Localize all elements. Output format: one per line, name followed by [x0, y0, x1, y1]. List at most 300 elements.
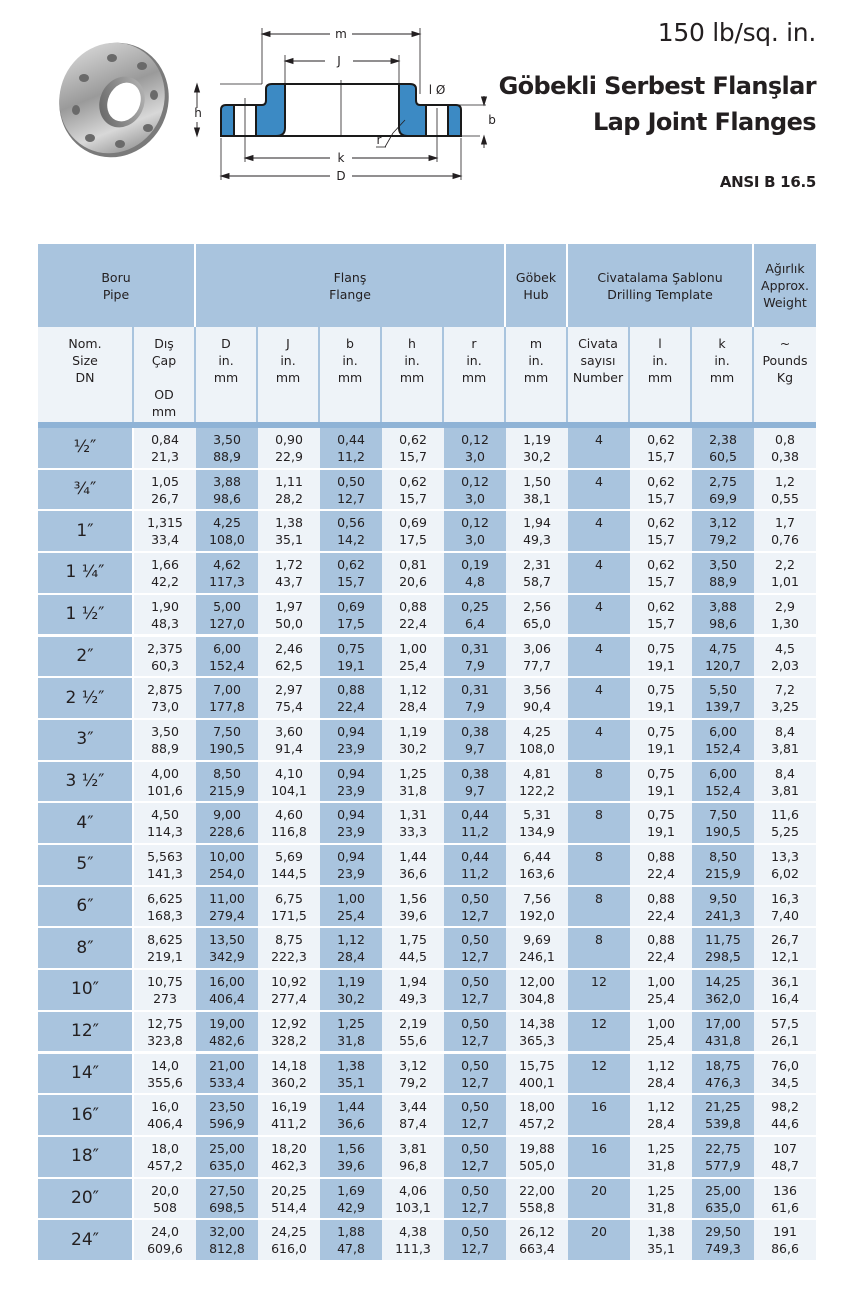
cell-k	[692, 970, 754, 1012]
bolt-count-value: 20	[591, 1224, 607, 1240]
cell-nom-size	[38, 887, 132, 929]
value-inch: 0,50	[461, 1182, 489, 1198]
value-inch: 0,94	[337, 807, 365, 823]
group-header-row	[38, 244, 816, 327]
value-mm: 228,6	[209, 824, 245, 840]
cell-outer-diameter	[134, 637, 196, 679]
value-inch: 7,50	[213, 723, 241, 739]
value-inch: 0,50	[461, 1140, 489, 1156]
cell-weight	[754, 1054, 816, 1096]
cell-h	[382, 678, 444, 720]
column-header-text: in.	[404, 353, 420, 368]
value-inch: 1,38	[275, 515, 303, 531]
value-inch: 4,81	[523, 765, 551, 781]
value-inch: 1,12	[647, 1057, 675, 1073]
bolt-count-value: 12	[591, 1015, 607, 1031]
value-mm: 15,7	[647, 490, 675, 506]
column-header-text: Civata	[578, 336, 618, 351]
cell-l	[630, 887, 692, 929]
value-inch: 9,00	[213, 807, 241, 823]
value-inch: 15,75	[519, 1057, 555, 1073]
cell-outer-diameter	[134, 1012, 196, 1054]
value-inch: 6,00	[709, 765, 737, 781]
value-mm: 577,9	[705, 1157, 741, 1173]
cell-k	[692, 1012, 754, 1054]
cell-weight	[754, 1179, 816, 1221]
cell-b	[320, 553, 382, 595]
header-text: Drilling Template	[607, 286, 713, 302]
value-inch: 1,44	[337, 1099, 365, 1115]
cell-j	[258, 970, 320, 1012]
value-mm: 1,01	[771, 574, 799, 590]
value-inch: 7,50	[709, 807, 737, 823]
value-inch: 29,50	[705, 1224, 741, 1240]
pressure-rating: 150 lb/sq. in.	[657, 18, 816, 47]
value-inch: 1,7	[775, 515, 795, 531]
column-header-text	[568, 386, 628, 403]
value-inch: 32,00	[209, 1224, 245, 1240]
cell-b	[320, 470, 382, 512]
value-inch: 12,75	[147, 1015, 183, 1031]
nominal-size-value: 1 ¼″	[65, 562, 105, 583]
cell-bolt-number	[568, 595, 630, 637]
value-mm: 122,2	[519, 782, 555, 798]
cell-d	[196, 553, 258, 595]
column-header-text	[754, 386, 816, 403]
cell-m	[506, 928, 568, 970]
value-mm: 36,6	[399, 866, 427, 881]
value-mm: 28,4	[647, 1074, 675, 1090]
cell-weight	[754, 887, 816, 929]
column-header-j	[258, 327, 320, 422]
dim-label-m: m	[335, 27, 347, 41]
value-mm: 60,3	[151, 657, 179, 673]
nominal-size-value: 2″	[76, 645, 94, 666]
value-inch: 5,50	[709, 682, 737, 698]
value-inch: 1,66	[151, 557, 179, 573]
column-header-text: mm	[399, 370, 425, 385]
nominal-size-value: 14″	[71, 1062, 99, 1083]
column-header-text	[506, 403, 566, 420]
value-inch: 0,75	[647, 640, 675, 656]
value-mm: 117,3	[209, 574, 245, 590]
value-mm: 12,1	[771, 949, 799, 965]
value-mm: 116,8	[271, 824, 307, 840]
column-header-h	[382, 327, 444, 422]
standard-label: ANSI B 16.5	[719, 173, 816, 191]
cell-bolt-number	[568, 1179, 630, 1221]
value-mm: 222,3	[271, 949, 307, 965]
cell-h	[382, 928, 444, 970]
value-inch: 0,8	[775, 432, 795, 447]
cell-r	[444, 1220, 506, 1262]
value-inch: 10,00	[209, 849, 245, 864]
value-inch: 16,3	[771, 890, 799, 906]
page-title-english: Lap Joint Flanges	[592, 108, 816, 136]
value-mm: 273	[153, 991, 177, 1007]
value-mm: 134,9	[519, 824, 555, 840]
value-inch: 1,12	[647, 1099, 675, 1115]
value-mm: 12,7	[461, 1074, 489, 1090]
bolt-count-value: 8	[595, 807, 603, 823]
cell-l	[630, 595, 692, 637]
table-row	[38, 887, 816, 929]
value-inch: 2,56	[523, 598, 551, 614]
table-row	[38, 428, 816, 470]
value-inch: 3,88	[213, 473, 241, 489]
value-mm: 75,4	[275, 699, 303, 715]
value-mm: 43,7	[275, 574, 303, 590]
value-mm: 22,4	[647, 866, 675, 881]
column-header-text: h	[408, 336, 416, 351]
cell-weight	[754, 1220, 816, 1262]
value-inch: 3,56	[523, 682, 551, 698]
cell-outer-diameter	[134, 470, 196, 512]
cell-b	[320, 637, 382, 679]
header-text: Weight	[763, 295, 807, 310]
dim-label-r: r	[376, 133, 382, 147]
value-mm: 22,4	[337, 699, 365, 715]
cell-nom-size	[38, 762, 132, 804]
value-mm: 406,4	[209, 991, 245, 1007]
cell-m	[506, 720, 568, 762]
value-inch: 1,19	[399, 723, 427, 739]
value-inch: 1,25	[337, 1015, 365, 1031]
value-mm: 28,4	[399, 699, 427, 715]
page-title-turkish: Göbekli Serbest Flanşlar	[498, 72, 816, 100]
table-row	[38, 1220, 816, 1262]
dim-label-k: k	[337, 151, 345, 165]
cell-l	[630, 970, 692, 1012]
value-mm: 0,76	[771, 532, 799, 548]
value-inch: 8,625	[147, 932, 183, 948]
cell-d	[196, 887, 258, 929]
value-inch: 0,75	[647, 682, 675, 698]
value-mm: 69,9	[709, 490, 737, 506]
value-inch: 21,00	[209, 1057, 245, 1073]
value-mm: 152,4	[209, 657, 245, 673]
cell-nom-size	[38, 553, 132, 595]
value-mm: 19,1	[647, 657, 675, 673]
column-header-text: Number	[572, 370, 624, 385]
value-inch: 0,31	[461, 682, 489, 698]
value-mm: 219,1	[147, 949, 183, 965]
cell-j	[258, 720, 320, 762]
value-mm: 7,9	[465, 657, 485, 673]
value-inch: 4,25	[213, 515, 241, 531]
value-inch: 4,00	[151, 765, 179, 781]
value-inch: 1,12	[399, 682, 427, 698]
value-inch: 1,12	[337, 932, 365, 948]
value-inch: 3,12	[399, 1057, 427, 1073]
nominal-size-value: 5″	[76, 854, 94, 875]
cell-outer-diameter	[134, 428, 196, 470]
cell-h	[382, 1054, 444, 1096]
value-mm: 11,2	[337, 449, 365, 464]
cell-d	[196, 1220, 258, 1262]
bolt-count-value: 8	[595, 849, 603, 864]
value-mm: 11,2	[461, 824, 489, 840]
nominal-size-value: 1″	[76, 520, 94, 541]
value-inch: 12,00	[519, 974, 555, 990]
bolt-count-value: 4	[595, 557, 603, 573]
value-inch: 18,0	[151, 1140, 179, 1156]
value-mm: 65,0	[523, 615, 551, 631]
value-inch: 0,50	[461, 974, 489, 990]
column-header-text	[258, 403, 318, 420]
value-inch: 3,50	[709, 557, 737, 573]
cell-r	[444, 595, 506, 637]
value-inch: 4,5	[775, 640, 795, 656]
cell-weight	[754, 1137, 816, 1179]
cell-h	[382, 511, 444, 553]
table-row	[38, 803, 816, 845]
column-header-text	[568, 403, 628, 420]
value-inch: 0,56	[337, 515, 365, 531]
cell-m	[506, 1012, 568, 1054]
cell-k	[692, 1095, 754, 1137]
value-inch: 2,46	[275, 640, 303, 656]
value-mm: 33,3	[399, 824, 427, 840]
value-mm: 114,3	[147, 824, 183, 840]
value-mm: 88,9	[709, 574, 737, 590]
cell-j	[258, 595, 320, 637]
cell-b	[320, 1012, 382, 1054]
column-header-text	[630, 386, 690, 403]
column-header-text: Çap	[151, 353, 177, 368]
value-mm: 30,2	[399, 740, 427, 756]
value-inch: 0,50	[461, 932, 489, 948]
cell-l	[630, 1012, 692, 1054]
cell-bolt-number	[568, 1054, 630, 1096]
cell-m	[506, 845, 568, 887]
column-header-text: mm	[461, 370, 487, 385]
value-inch: 1,25	[647, 1182, 675, 1198]
value-mm: 152,4	[705, 740, 741, 756]
nominal-size-value: 3 ½″	[65, 770, 105, 791]
nominal-size-value: 18″	[71, 1146, 99, 1167]
value-inch: 1,00	[399, 640, 427, 656]
cell-l	[630, 845, 692, 887]
value-inch: 0,75	[337, 640, 365, 656]
cell-weight	[754, 553, 816, 595]
value-inch: 0,62	[399, 432, 427, 447]
value-inch: 17,00	[705, 1015, 741, 1031]
value-mm: 12,7	[337, 490, 365, 506]
value-mm: 12,7	[461, 907, 489, 923]
bolt-count-value: 4	[595, 598, 603, 614]
cell-nom-size	[38, 720, 132, 762]
bolt-count-value: 16	[591, 1140, 607, 1156]
cell-l	[630, 1179, 692, 1221]
value-inch: 1,56	[399, 890, 427, 906]
bolt-count-value: 4	[595, 515, 603, 531]
value-mm: 20,6	[399, 574, 427, 590]
value-inch: 0,94	[337, 723, 365, 739]
value-inch: 0,44	[461, 807, 489, 823]
value-mm: 635,0	[209, 1157, 245, 1173]
nominal-size-value: 6″	[76, 896, 94, 917]
value-inch: 0,62	[647, 598, 675, 614]
value-mm: 476,3	[705, 1074, 741, 1090]
value-mm: 616,0	[271, 1241, 307, 1257]
value-inch: 8,75	[275, 932, 303, 948]
table-row	[38, 720, 816, 762]
value-mm: 171,5	[271, 907, 307, 923]
header-text: Ağırlık	[765, 261, 805, 276]
value-mm: 323,8	[147, 1032, 183, 1048]
value-inch: 4,75	[709, 640, 737, 656]
value-mm: 9,7	[465, 740, 485, 756]
cell-r	[444, 887, 506, 929]
column-header-outer-diameter	[134, 327, 196, 422]
cell-weight	[754, 511, 816, 553]
value-inch: 18,75	[705, 1057, 741, 1073]
cell-k	[692, 1137, 754, 1179]
value-mm: 103,1	[395, 1199, 431, 1215]
cell-b	[320, 803, 382, 845]
column-header-text: mm	[709, 370, 735, 385]
value-inch: 19,00	[209, 1015, 245, 1031]
value-mm: 127,0	[209, 615, 245, 631]
column-header-row	[38, 327, 816, 422]
cell-b	[320, 887, 382, 929]
value-mm: 11,2	[461, 866, 489, 881]
cell-weight	[754, 720, 816, 762]
cell-d	[196, 1179, 258, 1221]
nominal-size-value: 8″	[76, 937, 94, 958]
value-inch: 11,00	[209, 890, 245, 906]
value-inch: 22,00	[519, 1182, 555, 1198]
cell-l	[630, 511, 692, 553]
column-header-text	[320, 386, 380, 403]
column-header-text: in.	[342, 353, 358, 368]
value-inch: 1,00	[647, 1015, 675, 1031]
cell-k	[692, 428, 754, 470]
group-header-hub	[506, 244, 568, 327]
value-inch: 4,62	[213, 557, 241, 573]
value-inch: 1,2	[775, 473, 795, 489]
value-mm: 17,5	[337, 615, 365, 631]
value-inch: 4,25	[523, 723, 551, 739]
cell-m	[506, 678, 568, 720]
value-mm: 812,8	[209, 1241, 245, 1257]
value-inch: 1,50	[523, 473, 551, 489]
column-header-text	[38, 403, 132, 420]
value-mm: 34,5	[771, 1074, 799, 1090]
column-header-text	[196, 403, 256, 420]
cell-bolt-number	[568, 1220, 630, 1262]
header-text: Boru	[101, 269, 131, 285]
cell-nom-size	[38, 428, 132, 470]
value-inch: 0,44	[461, 849, 489, 864]
value-mm: 482,6	[209, 1032, 245, 1048]
value-mm: 108,0	[209, 532, 245, 548]
cell-b	[320, 1179, 382, 1221]
value-mm: 16,4	[771, 991, 799, 1007]
cell-m	[506, 1054, 568, 1096]
table-row	[38, 678, 816, 720]
value-mm: 88,9	[151, 740, 179, 756]
table-row	[38, 1054, 816, 1096]
cell-j	[258, 1054, 320, 1096]
value-mm: 241,3	[705, 907, 741, 923]
column-header-text: D	[221, 336, 231, 351]
value-mm: 6,02	[771, 866, 799, 881]
value-inch: 9,50	[709, 890, 737, 906]
cell-r	[444, 928, 506, 970]
value-mm: 254,0	[209, 866, 245, 881]
value-inch: 0,50	[461, 1015, 489, 1031]
cell-bolt-number	[568, 428, 630, 470]
value-mm: 26,1	[771, 1032, 799, 1048]
value-inch: 5,563	[147, 849, 183, 864]
value-mm: 192,0	[519, 907, 555, 923]
bolt-count-value: 20	[591, 1182, 607, 1198]
value-inch: 0,62	[399, 473, 427, 489]
value-inch: 4,60	[275, 807, 303, 823]
value-mm: 0,55	[771, 490, 799, 506]
cell-r	[444, 428, 506, 470]
cell-j	[258, 928, 320, 970]
value-inch: 6,75	[275, 890, 303, 906]
cell-d	[196, 470, 258, 512]
cell-m	[506, 1095, 568, 1137]
value-inch: 0,12	[461, 432, 489, 447]
nominal-size-value: 4″	[76, 812, 94, 833]
value-inch: 8,4	[775, 765, 795, 781]
value-inch: 3,12	[709, 515, 737, 531]
value-inch: 1,72	[275, 557, 303, 573]
value-inch: 3,50	[213, 432, 241, 447]
cell-m	[506, 470, 568, 512]
value-mm: 411,2	[271, 1116, 307, 1132]
cell-m	[506, 553, 568, 595]
value-inch: 12,92	[271, 1015, 307, 1031]
dim-label-l: l Ø	[428, 83, 446, 97]
cell-d	[196, 428, 258, 470]
value-inch: 2,38	[709, 432, 737, 447]
cell-outer-diameter	[134, 803, 196, 845]
cell-d	[196, 762, 258, 804]
cell-r	[444, 970, 506, 1012]
value-mm: 23,9	[337, 782, 365, 798]
cell-j	[258, 637, 320, 679]
value-mm: 163,6	[519, 866, 555, 881]
value-inch: 107	[773, 1140, 797, 1156]
cell-bolt-number	[568, 553, 630, 595]
table-row	[38, 511, 816, 553]
header-text: Hub	[523, 286, 549, 302]
value-inch: 10,92	[271, 974, 307, 990]
value-mm: 30,2	[337, 991, 365, 1007]
value-inch: 3,60	[275, 723, 303, 739]
cell-nom-size	[38, 595, 132, 637]
value-inch: 0,88	[647, 849, 675, 864]
value-mm: 33,4	[151, 532, 179, 548]
cell-l	[630, 637, 692, 679]
cell-r	[444, 1012, 506, 1054]
cell-k	[692, 1179, 754, 1221]
cell-k	[692, 928, 754, 970]
header-text: Göbek	[515, 269, 557, 285]
bolt-count-value: 4	[595, 723, 603, 739]
value-mm: 355,6	[147, 1074, 183, 1090]
cell-l	[630, 678, 692, 720]
column-header-text: r	[471, 336, 477, 351]
cell-h	[382, 553, 444, 595]
column-header-r	[444, 327, 506, 422]
